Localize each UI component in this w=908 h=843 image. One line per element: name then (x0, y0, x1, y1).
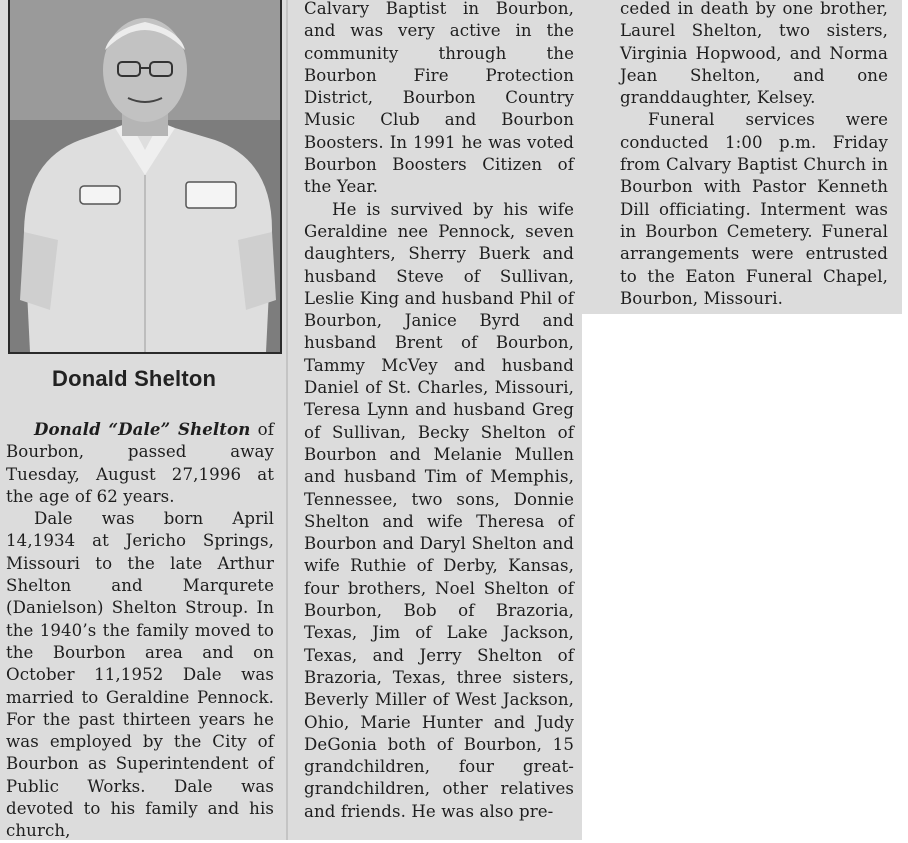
paragraph-services: Funeral services were conducted 1:00 p.m. Friday from Calvary Baptist Church in Bourbon with Pastor Kenneth Dill officiating. Interment was in Bourbon Cemetery. Funeral arrangements were entrusted to the Eaton Funeral Chapel, Bourbon, Missouri. (620, 110, 888, 308)
middle-text-column (304, 0, 574, 823)
paragraph-preceded: ceded in death by one brother, Laurel Shelton, two sisters, Virginia Hopwood, and Norma Jean Shelton, and one granddaughter, Kelsey. (620, 0, 888, 108)
right-text-column (620, 0, 888, 310)
paragraph-community: Calvary Baptist in Bourbon, and was very active in the community through the Bourbon Fire Protection District, Bourbon Country Music Club and Bourbon Boosters. In 1991 he was voted Bourbon Boosters Citizen of the Year. (304, 0, 574, 197)
left-text-column (6, 418, 274, 843)
paragraph-biography: Dale was born April 14,1934 at Jericho Springs, Missouri to the late Arthur Shelton and Marqurete (Danielson) Shelton Stroup. In the 1940’s the family moved to the Bourbon area and on October 11,1952 Dale was married to Geraldine Pennock. For the past thirteen years he was employed by the City of Bourbon as Superintendent of Public Works. Dale was devoted to his family and his church, (6, 509, 274, 841)
paragraph-survivors: He is survived by his wife Geraldine nee Pennock, seven daughters, Sherry Buerk and husband Steve of Sullivan, Leslie King and husband Phil of Bourbon, Janice Byrd and husband Brent of Bourbon, Tammy McVey and husband Daniel of St. Charles, Missouri, Teresa Lynn and husband Greg of Sullivan, Becky Shelton of Bourbon and Melanie Mullen and husband Tim of Memphis, Tennessee, two sons, Donnie Shelton and wife Theresa of Bourbon and Daryl Shelton and wife Ruthie of Derby, Kansas, four brothers, Noel Shelton of Bourbon, Bob of Brazoria, Texas, Jim of Lake Jackson, Texas, and Jerry Shelton of Brazoria, Texas, three sisters, Beverly Miller of West Jackson, Ohio, Marie Hunter and Judy DeGonia both of Bourbon, 15 grandchildren, four great-grandchildren, other relatives and friends. He was also pre- (304, 199, 574, 821)
lead-name: Donald “Dale” Shelton (34, 419, 251, 439)
portrait-photo (8, 0, 282, 354)
paragraph-intro (6, 418, 274, 508)
intro-text: of Bourbon, passed away Tuesday, August 27,1996 at the age of 62 years. (6, 420, 274, 506)
paper-fold-line (286, 0, 288, 840)
portrait-illustration (10, 0, 280, 352)
obituary-heading: Donald Shelton (52, 366, 217, 391)
